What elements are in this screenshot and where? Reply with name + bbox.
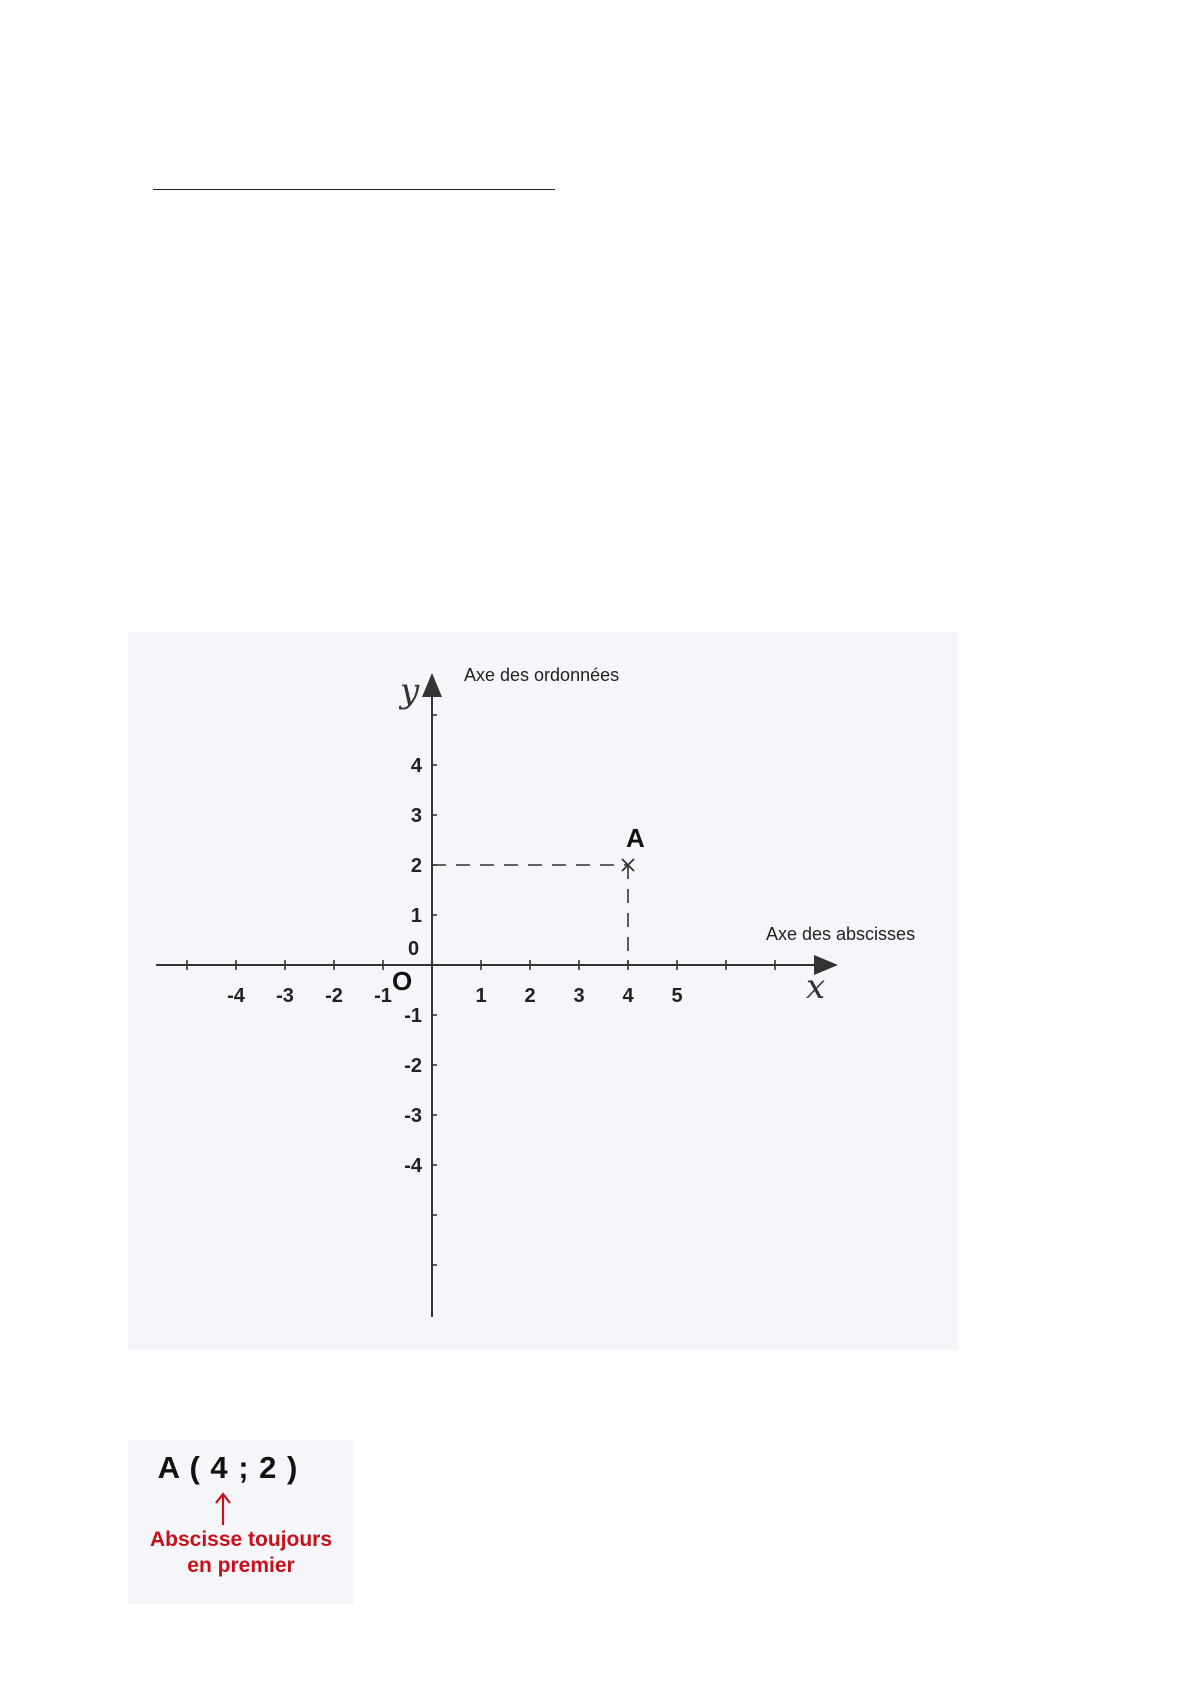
zero-label: 0 <box>408 938 420 960</box>
x-tick-label: 3 <box>573 985 585 1007</box>
coordinates-caption <box>128 1440 354 1604</box>
origin-label: O <box>392 966 413 996</box>
x-tick-label: 5 <box>671 985 683 1007</box>
x-tick-label: -3 <box>276 985 294 1007</box>
x-axis-tick-labels <box>227 985 682 1007</box>
y-tick-label: -1 <box>404 1005 422 1027</box>
x-axis-symbol: x <box>806 967 826 1007</box>
y-tick-label: 4 <box>410 755 422 777</box>
title-underline <box>153 189 555 190</box>
abscissa-note-line-1: Abscisse toujours <box>149 1528 333 1551</box>
x-tick-label: -4 <box>227 985 245 1007</box>
y-axis-title: Axe des ordonnées <box>464 665 620 685</box>
coordinate-plane <box>128 632 958 1350</box>
point-a-label: A <box>626 823 645 853</box>
arrow-up-icon <box>213 1492 233 1526</box>
x-tick-label: -1 <box>374 985 392 1007</box>
y-tick-label: 3 <box>410 805 422 827</box>
x-axis-title: Axe des abscisses <box>766 924 916 944</box>
point-a-group <box>432 823 645 965</box>
x-tick-label: -2 <box>325 985 343 1007</box>
y-tick-label: 1 <box>410 905 422 927</box>
y-tick-label: -4 <box>404 1155 422 1177</box>
x-tick-label: 4 <box>622 985 634 1007</box>
point-a-coordinates: A ( 4 ; 2 ) <box>157 1450 299 1485</box>
y-axis-symbol: y <box>400 671 420 711</box>
y-tick-label: 2 <box>410 855 422 877</box>
y-tick-label: -2 <box>404 1055 422 1077</box>
x-tick-label: 2 <box>524 985 536 1007</box>
x-tick-label: 1 <box>475 985 487 1007</box>
abscissa-note-line-2: en premier <box>187 1554 295 1577</box>
coordinate-graph <box>128 632 958 1350</box>
y-tick-label: -3 <box>404 1105 422 1127</box>
